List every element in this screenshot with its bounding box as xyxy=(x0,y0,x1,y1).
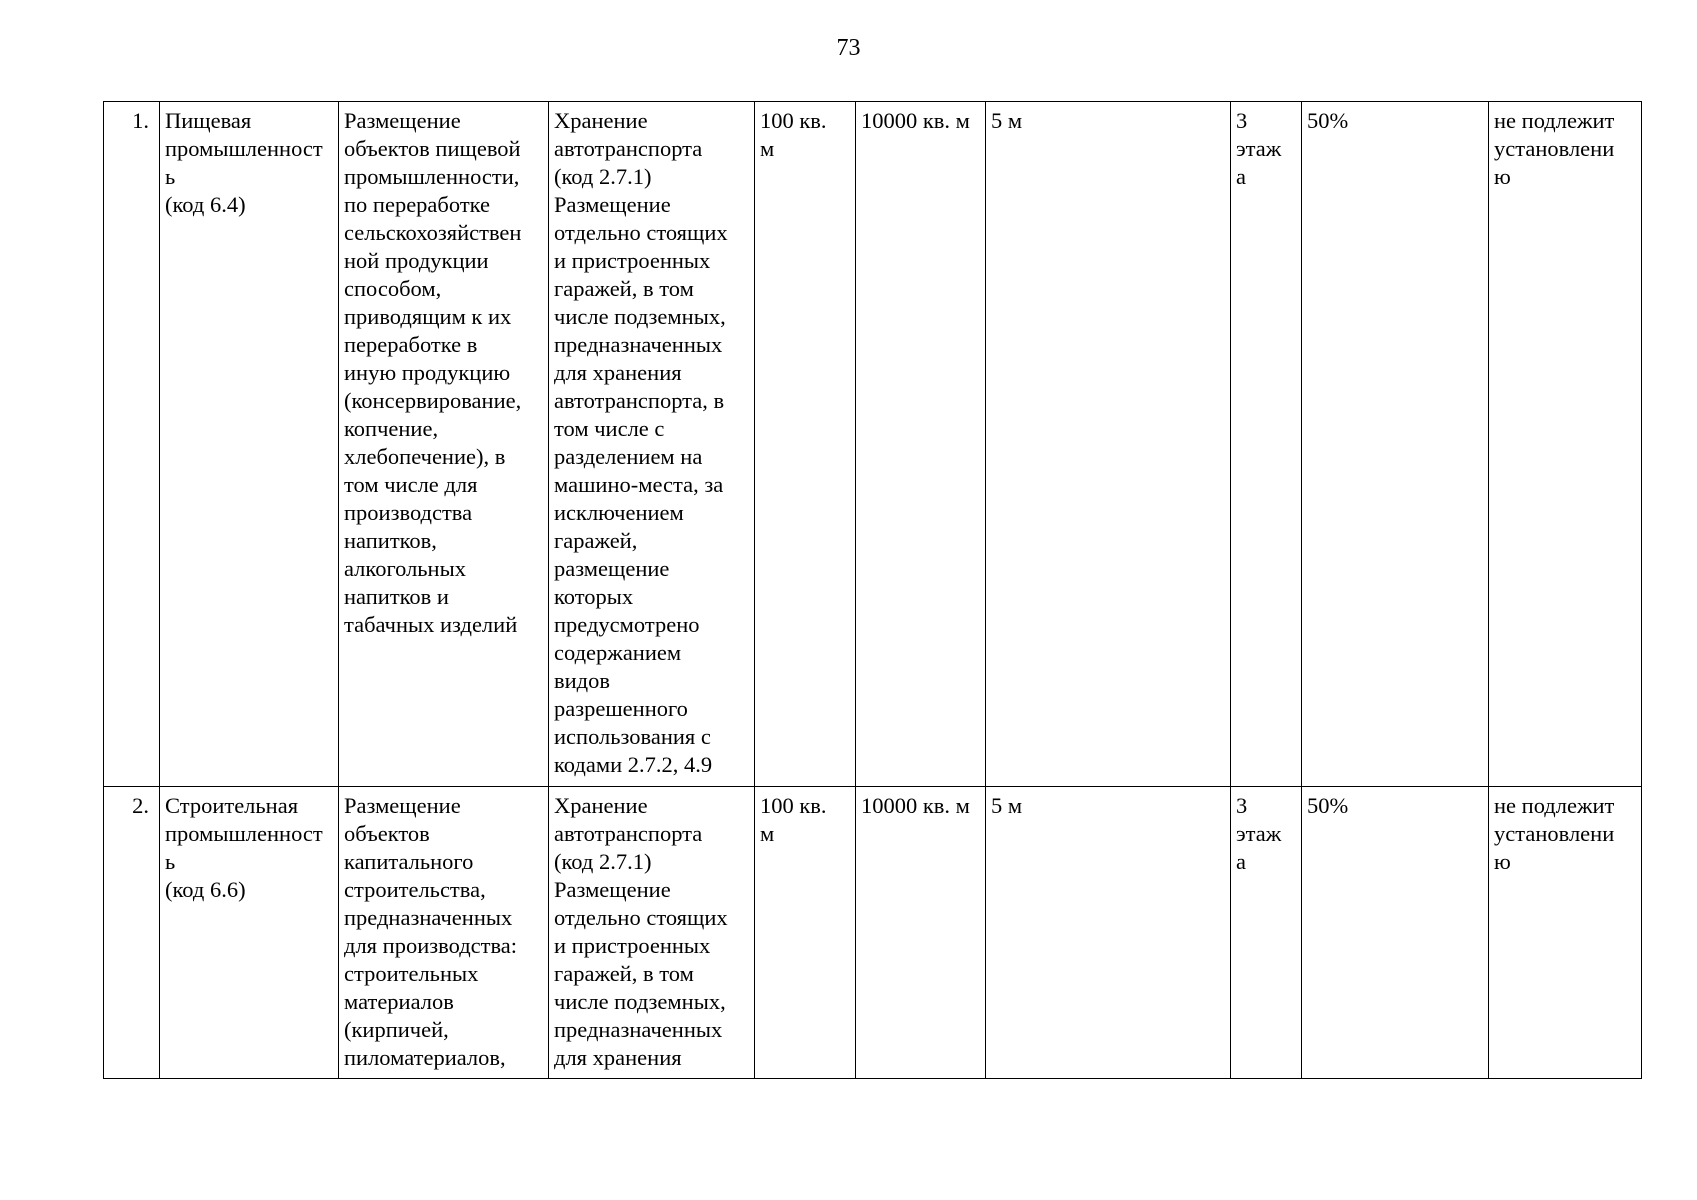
use-type-name: Строительная промышленност ь (код 6.6) xyxy=(160,787,339,1079)
use-type-name: Пищевая промышленност ь (код 6.4) xyxy=(160,102,339,787)
table-row xyxy=(104,787,1642,1079)
auxiliary-use: Хранение автотранспорта (код 2.7.1) Размещение отдельно стоящих и пристроенных гаражей, в том числе подземных, предназначенных для хранения автотранспорта, в том числе с разделением на машино-места, за исключением гаражей, размещение которых предусмотрено содержанием видов разрешенного использования с кодами 2.7.2, 4.9 xyxy=(549,102,755,787)
row-number: 1. xyxy=(104,102,160,787)
min-setback: 5 м xyxy=(986,787,1231,1079)
max-coverage: 50% xyxy=(1302,787,1489,1079)
max-coverage: 50% xyxy=(1302,102,1489,787)
max-floors: 3 этаж а xyxy=(1231,787,1302,1079)
other-parameters: не подлежит установлени ю xyxy=(1489,102,1642,787)
use-type-description: Размещение объектов пищевой промышленности, по переработке сельскохозяйствен ной продукции способом, приводящим к их переработке в иную продукцию (консервирование, копчение, хлебопечение), в том числе для производства напитков, алкогольных напитков и табачных изделий xyxy=(339,102,549,787)
land-use-table xyxy=(103,101,1642,1079)
use-type-description: Размещение объектов капитального строительства, предназначенных для производства: строительных материалов (кирпичей, пиломатериалов, xyxy=(339,787,549,1079)
table-row xyxy=(104,102,1642,787)
other-parameters: не подлежит установлени ю xyxy=(1489,787,1642,1079)
max-floors: 3 этаж а xyxy=(1231,102,1302,787)
row-number: 2. xyxy=(104,787,160,1079)
page-number: 73 xyxy=(836,35,861,61)
min-plot-area: 100 кв. м xyxy=(755,787,856,1079)
auxiliary-use: Хранение автотранспорта (код 2.7.1) Размещение отдельно стоящих и пристроенных гаражей, в том числе подземных, предназначенных для хранения xyxy=(549,787,755,1079)
min-setback: 5 м xyxy=(986,102,1231,787)
max-plot-area: 10000 кв. м xyxy=(856,787,986,1079)
min-plot-area: 100 кв. м xyxy=(755,102,856,787)
max-plot-area: 10000 кв. м xyxy=(856,102,986,787)
